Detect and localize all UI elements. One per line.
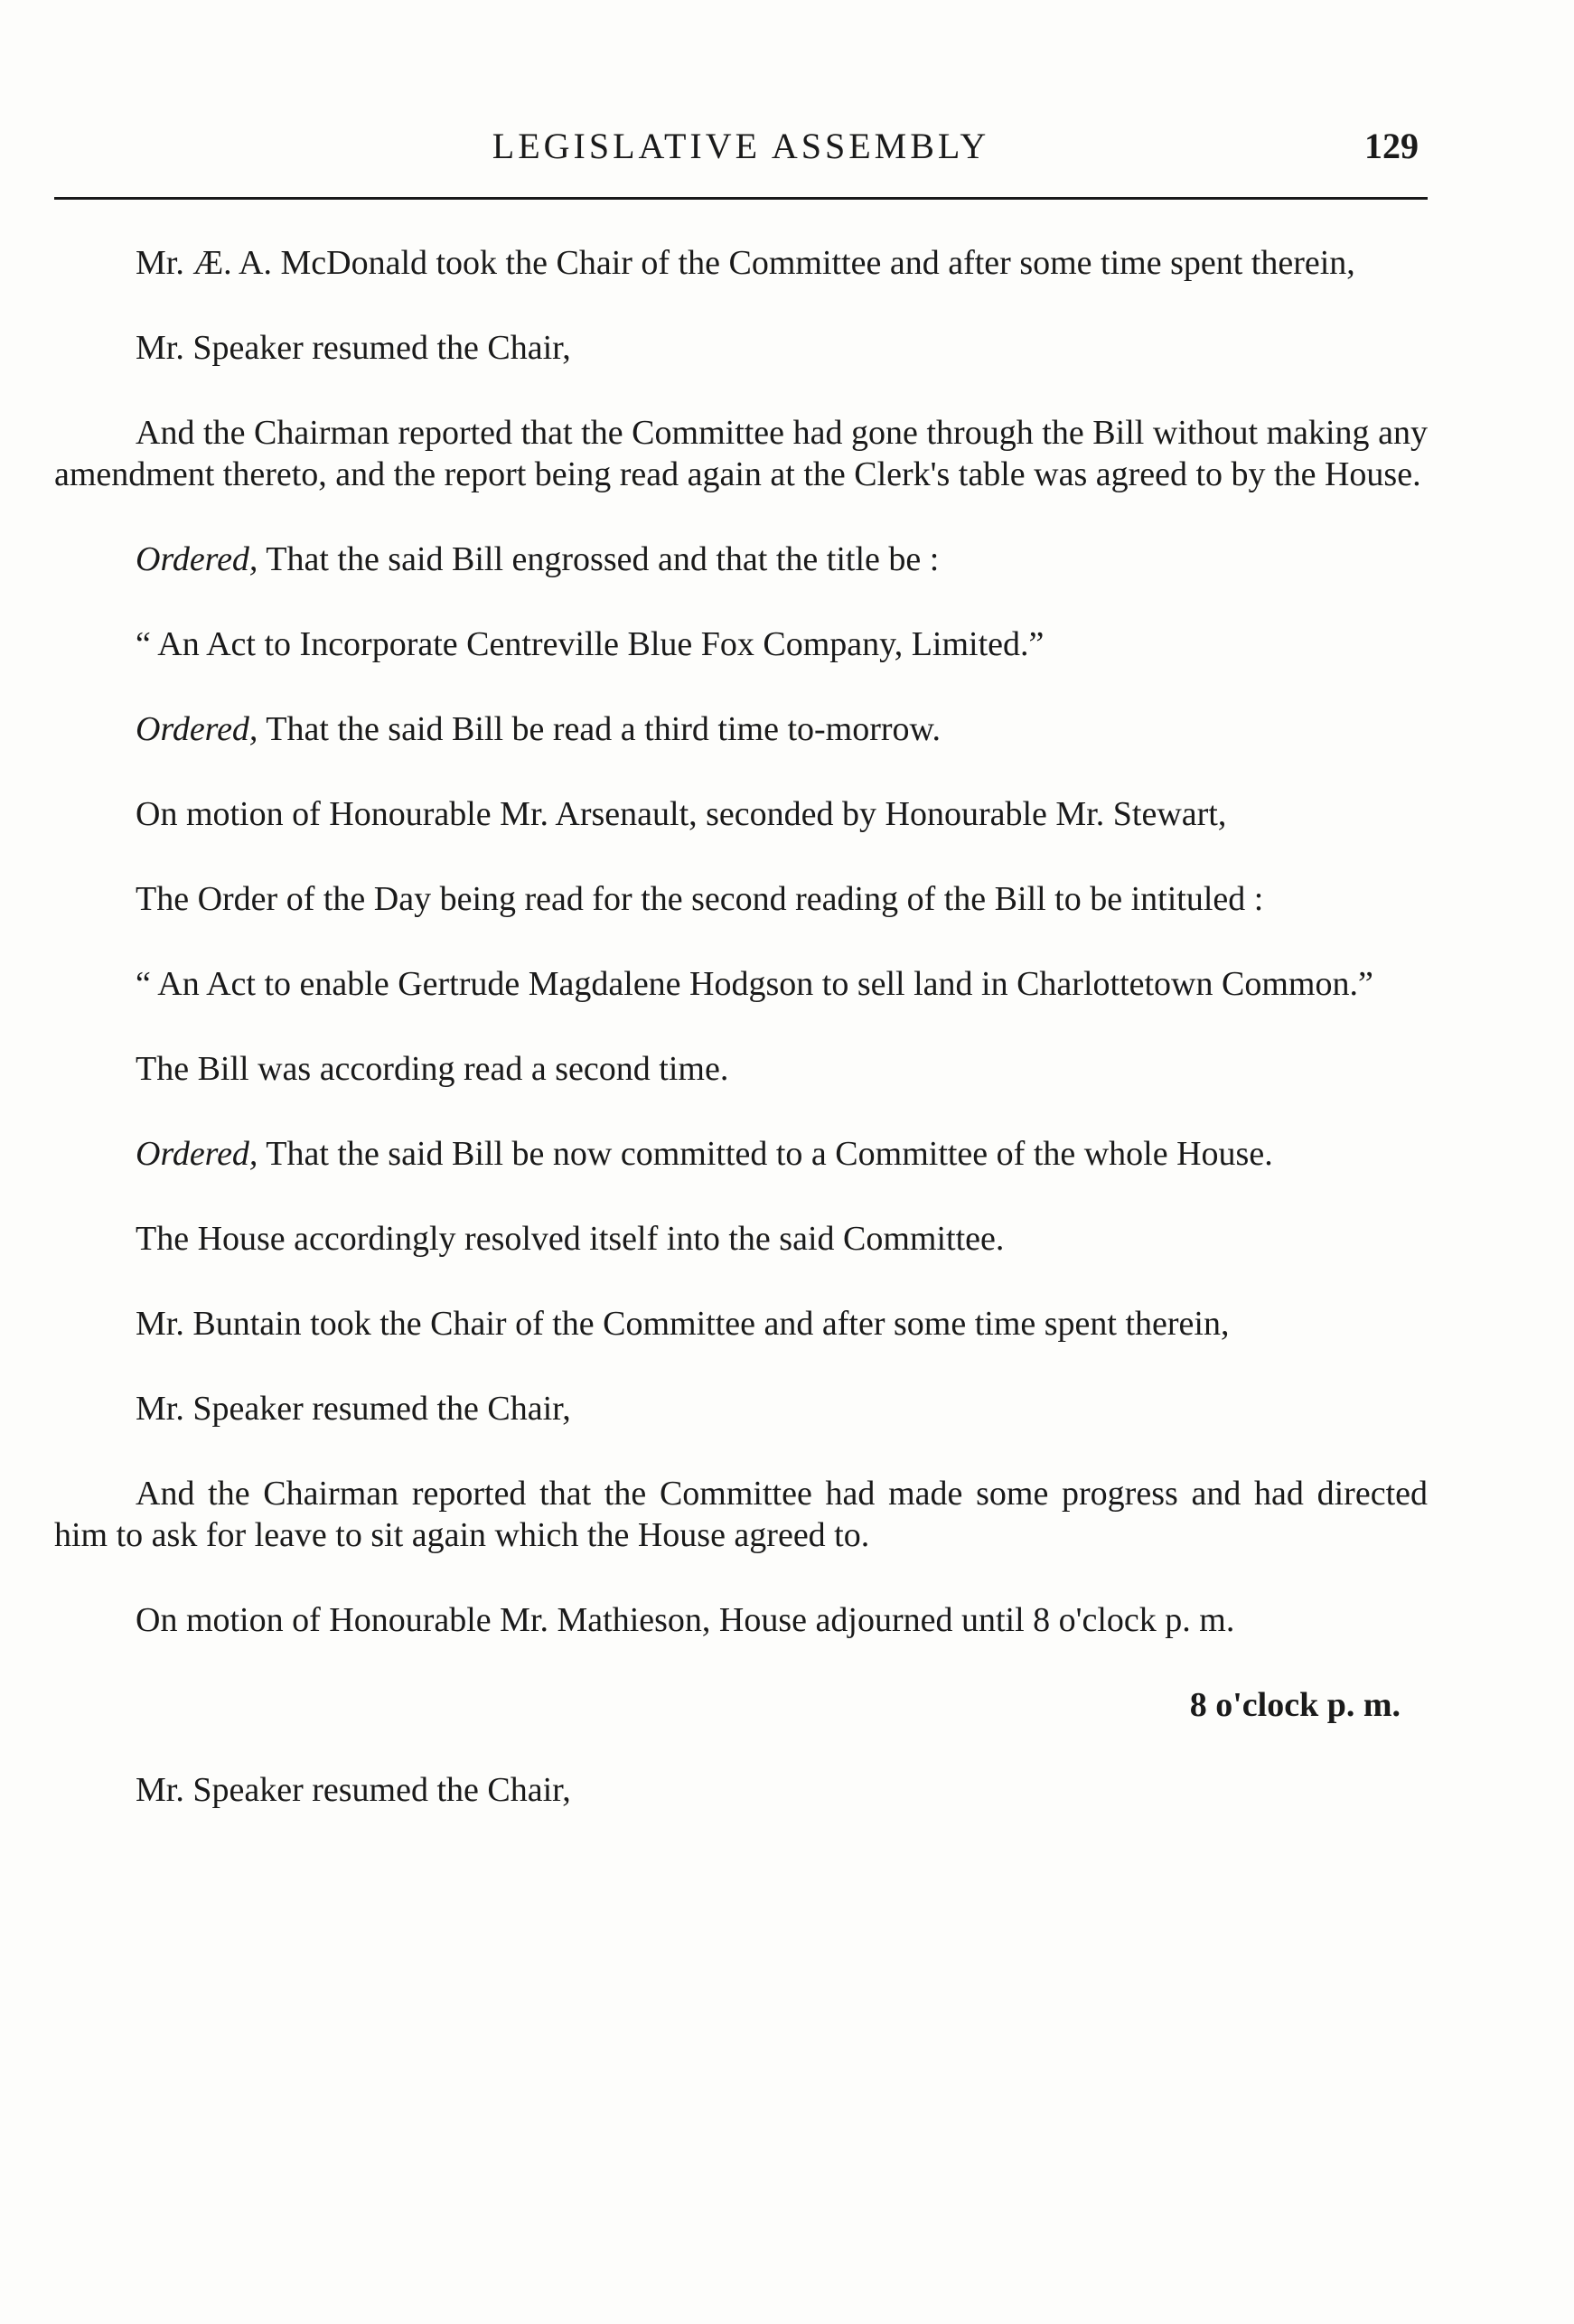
paragraph-lead: Ordered, <box>136 710 258 748</box>
time-heading: 8 o'clock p. m. <box>1189 1686 1401 1724</box>
paragraph: Ordered, That the said Bill be now committed to a Committee of the whole House. <box>136 1135 1273 1173</box>
paragraph: Mr. Speaker resumed the Chair, <box>136 1390 571 1428</box>
paragraph-lead: Ordered, <box>136 540 258 578</box>
header-rule <box>54 197 1428 200</box>
page-number: 129 <box>1364 126 1419 166</box>
body-text <box>54 242 1428 1854</box>
paragraph: And the Chairman reported that the Committee had made some progress and had directed him to ask for leave to sit again which the House agreed to. <box>54 1475 1428 1554</box>
paragraph: On motion of Honourable Mr. Mathieson, House adjourned until 8 o'clock p. m. <box>136 1601 1235 1639</box>
paragraph: The House accordingly resolved itself into the said Committee. <box>136 1220 1005 1258</box>
paragraph: The Bill was according read a second time. <box>136 1050 729 1088</box>
paragraph: “ An Act to enable Gertrude Magdalene Hodgson to sell land in Charlottetown Common.” <box>136 965 1373 1003</box>
running-header <box>54 125 1428 179</box>
paragraph: Mr. Æ. A. McDonald took the Chair of the Committee and after some time spent therein, <box>136 244 1355 282</box>
paragraph: The Order of the Day being read for the second reading of the Bill to be intituled : <box>136 880 1264 918</box>
paragraph: Mr. Buntain took the Chair of the Committee and after some time spent therein, <box>136 1305 1230 1343</box>
paragraph-lead: Ordered, <box>136 1135 258 1173</box>
paragraph: And the Chairman reported that the Committee had gone through the Bill without making any amendment thereto, and the report being read again at the Clerk's table was agreed to by the House. <box>54 414 1428 493</box>
paragraph: Ordered, That the said Bill be read a third time to-morrow. <box>136 710 942 748</box>
paragraph: Mr. Speaker resumed the Chair, <box>136 329 571 367</box>
paragraph: Mr. Speaker resumed the Chair, <box>136 1771 571 1809</box>
header-title: LEGISLATIVE ASSEMBLY <box>492 126 990 166</box>
paragraph: Ordered, That the said Bill engrossed and that the title be : <box>136 540 940 578</box>
paragraph: “ An Act to Incorporate Centreville Blue Fox Company, Limited.” <box>136 625 1045 663</box>
paragraph: On motion of Honourable Mr. Arsenault, seconded by Honourable Mr. Stewart, <box>136 795 1227 833</box>
